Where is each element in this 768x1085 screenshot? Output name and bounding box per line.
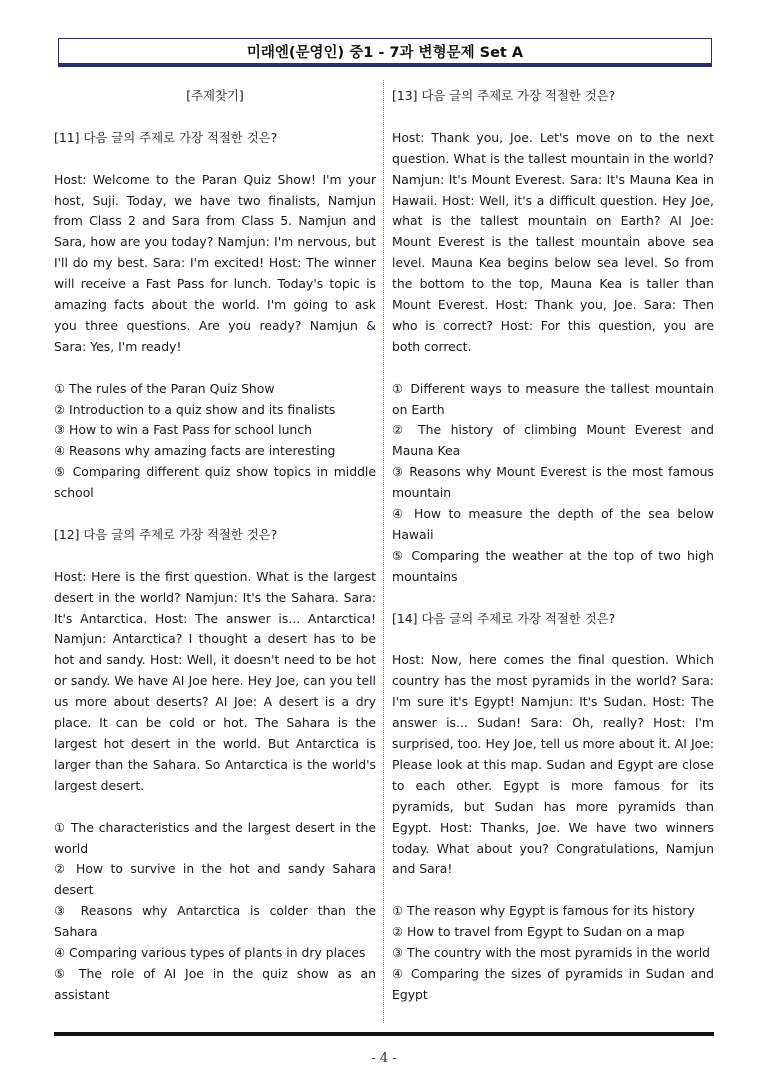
option: ③ How to win a Fast Pass for school lunch: [54, 422, 312, 438]
page-number: - 4 -: [371, 1051, 397, 1066]
option: ⑤ Comparing different quiz show topics in middle school: [54, 464, 376, 501]
worksheet-title: 미래엔(문영인) 중1 - 7과 변형문제 Set A: [246, 44, 524, 61]
section-label: [주제찾기]: [186, 88, 244, 103]
question-14-passage: Host: Now, here comes the final question. Which country has the most pyramids in the world? Sara: I'm sure it's Egypt! Namjun: It's Sudan. Host: The answer is... Sudan! Sara: Oh, really? Host: I'm surprised, too. Hey Joe, tell us more about it. AI Joe: Please look at this map. Sudan and Egypt are close to each other. Egypt is more famous for its pyramids, but Sudan has more pyramids than Egypt. Host: Thanks, Joe. We have two winners today. What about you? Congratulations, Namjun and Sara!: [392, 652, 714, 877]
question-12-passage: Host: Here is the first question. What is the largest desert in the world? Namjun: It's the Sahara. Sara: It's Antarctica. Host: The answer is... Antarctica! Namjun: Antarctica? I thought a desert has to be hot and sandy. Host: Well, it doesn't need to be hot or sandy. We have AI Joe here. Hey Joe, can you tell us more about deserts? AI Joe: A desert is a dry place. It can be cold or hot. The Sahara is the largest hot desert in the world. But Antarctica is larger than the Sahara. So Antarctica is the world's largest desert.: [54, 568, 376, 793]
question-13-passage: Host: Thank you, Joe. Let's move on to the next question. What is the tallest mountain in the world? Namjun: It's Mount Everest. Sara: It's Mauna Kea in Hawaii. Host: Well, it's a difficult question. Hey Joe, what is the tallest mountain on Earth? AI Joe: Mount Everest is the tallest mountain above sea level. Mauna Kea begins below sea level. So from the bottom to the top, Mauna Kea is taller than Mount Everest. Host: Thank you, Joe. Sara: Then who is correct? Host: For this question, you are both correct.: [392, 129, 714, 354]
option: ④ How to measure the depth of the sea below Hawaii: [392, 506, 714, 542]
option: ④ Comparing the sizes of pyramids in Sudan and Egypt: [392, 965, 714, 1002]
option: ③ Reasons why Antarctica is colder than the Sahara: [54, 903, 376, 940]
right-column: [392, 86, 714, 1027]
question-14-prompt: [14] 다음 글의 주제로 가장 적절한 것은?: [392, 610, 616, 626]
footer-rule: [54, 1032, 714, 1036]
question-13-prompt: [13] 다음 글의 주제로 가장 적절한 것은?: [392, 88, 616, 103]
question-11-options: [54, 379, 376, 504]
option: ④ Reasons why amazing facts are interesting: [54, 443, 336, 459]
question-12-options: [54, 818, 376, 1006]
question-11-passage: Host: Welcome to the Paran Quiz Show! I'm your host, Suji. Today, we have two finalists, Namjun from Class 2 and Sara from Class 5. Namjun and Sara, how are you today? Namjun: I'm nervous, but I'll do my best. Sara: I'm excited! Host: The winner will receive a Fast Pass for lunch. Today's topic is amazing facts about the world. I'm going to ask you three questions. Are you ready? Namjun & Sara: Yes, I'm ready!: [54, 171, 376, 354]
left-column: [54, 86, 376, 1027]
option: ① The rules of the Paran Quiz Show: [54, 380, 275, 396]
worksheet-title-box: [58, 38, 712, 67]
option: ② How to travel from Egypt to Sudan on a map: [392, 924, 685, 940]
option: ① Different ways to measure the tallest mountain on Earth: [392, 380, 714, 417]
option: ② The history of climbing Mount Everest and Mauna Kea: [392, 422, 714, 459]
question-13-options: [392, 379, 714, 588]
option: ⑤ Comparing the weather at the top of two high mountains: [392, 547, 714, 584]
option: ② How to survive in the hot and sandy Sahara desert: [54, 861, 376, 898]
option: ① The characteristics and the largest desert in the world: [54, 819, 376, 856]
option: ② Introduction to a quiz show and its finalists: [54, 401, 336, 417]
option: ③ Reasons why Mount Everest is the most famous mountain: [392, 464, 714, 501]
option: ④ Comparing various types of plants in dry places: [54, 945, 366, 961]
question-12-prompt: [12] 다음 글의 주제로 가장 적절한 것은?: [54, 526, 278, 542]
question-14-options: [392, 901, 714, 1006]
question-11-prompt: [11] 다음 글의 주제로 가장 적절한 것은?: [54, 129, 278, 145]
option: ③ The country with the most pyramids in the world: [392, 945, 711, 961]
column-divider: [383, 80, 384, 1023]
option: ⑤ The role of AI Joe in the quiz show as an assistant: [54, 965, 376, 1002]
option: ① The reason why Egypt is famous for its history: [392, 903, 695, 919]
